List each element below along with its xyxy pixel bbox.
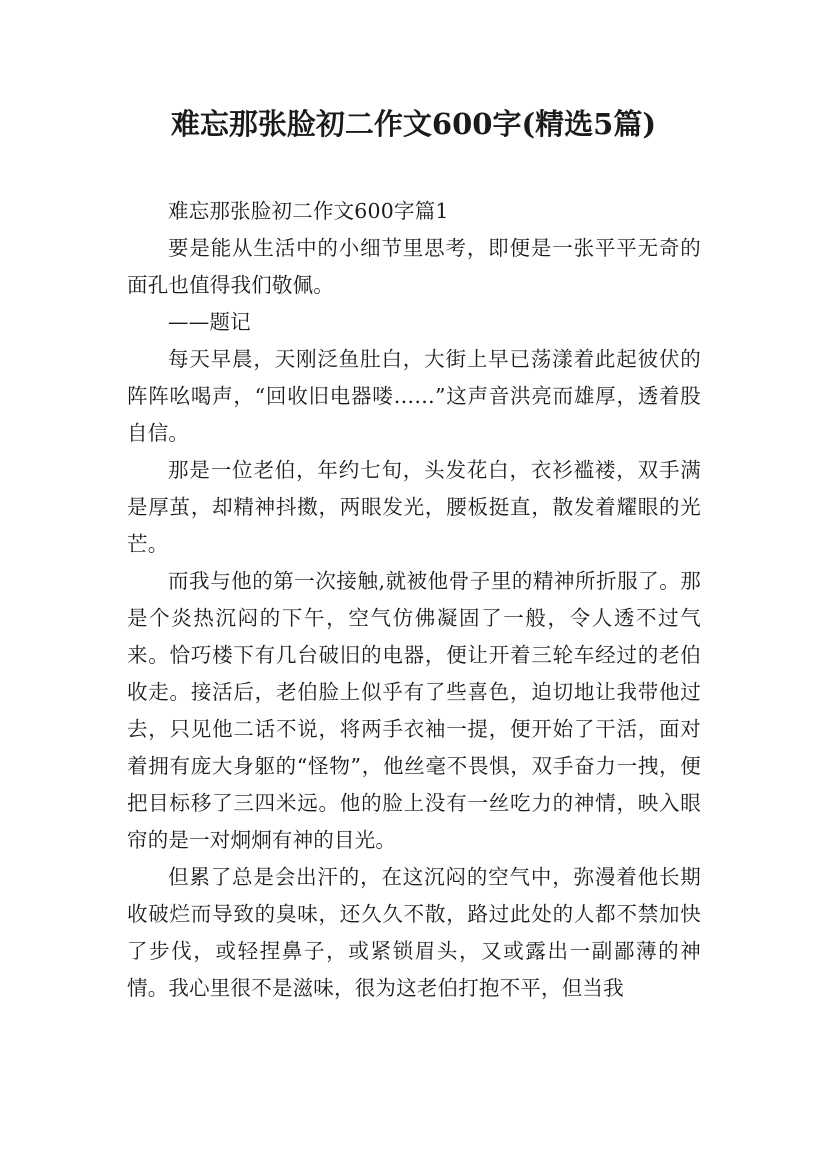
section-heading: 难忘那张脸初二作文600字篇1 [168,199,449,223]
paragraph: 但累了总是会出汗的，在这沉闷的空气中，弥漫着他长期收破烂而导致的臭味，还久久不散，路过此处的人都不禁加快了步伐，或轻捏鼻子，或紧锁眉头，又或露出一副鄙薄的神情。我心里很不是滋味，很为这老伯打抱不平，但当我 [127,865,701,1000]
epigraph-attribution: ——题记 [168,310,251,334]
paragraph: 要是能从生活中的小细节里思考，即便是一张平平无奇的面孔也值得我们敬佩。 [127,236,701,297]
paragraph: 那是一位老伯，年约七旬，头发花白，衣衫褴褛，双手满是厚茧，却精神抖擞，两眼发光，腰板挺直，散发着耀眼的光芒。 [127,458,701,556]
paragraph: 而我与他的第一次接触,就被他骨子里的精神所折服了。那是个炎热沉闷的下午，空气仿佛凝固了一般，令人透不过气来。恰巧楼下有几台破旧的电器，便让开着三轮车经过的老伯收走。接活后，老伯脸上似乎有了些喜色，迫切地让我带他过去，只见他二话不说，将两手衣袖一提，便开始了干活，面对着拥有庞大身躯的“怪物”，他丝毫不畏惧，双手奋力一拽，便把目标移了三四米远。他的脸上没有一丝吃力的神情，映入眼帘的是一对炯炯有神的目光。 [127,569,701,852]
paragraph: 每天早晨，天刚泛鱼肚白，大街上早已荡漾着此起彼伏的阵阵吆喝声，“回收旧电器喽……”这声音洪亮而雄厚，透着股自信。 [127,347,701,445]
document-title: 难忘那张脸初二作文600字(精选5篇) [170,107,657,141]
document-body [127,193,701,1007]
